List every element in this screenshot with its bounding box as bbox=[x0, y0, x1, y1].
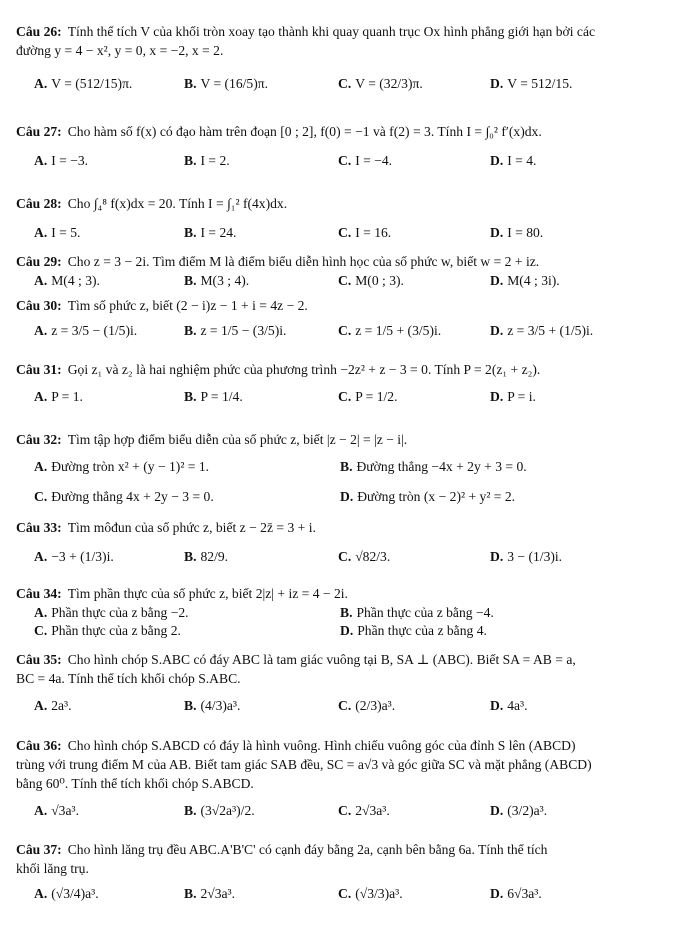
option-a[interactable]: A. 2a³. bbox=[34, 697, 72, 713]
option-a[interactable]: A. M(4 ; 3). bbox=[34, 272, 100, 288]
option-a[interactable]: A. √3a³. bbox=[34, 802, 79, 818]
question-stem: Cho hàm số f(x) có đạo hàm trên đoạn [0 ; 2], f(0) = −1 và f(2) = 3. Tính I = ∫₀² f′(x)dx. bbox=[67, 124, 542, 139]
option-c[interactable]: C. Đường thẳng 4x + 2y − 3 = 0. bbox=[34, 488, 214, 504]
question-36 bbox=[16, 738, 688, 831]
question-label: Câu 28: bbox=[16, 196, 62, 211]
question-29 bbox=[16, 254, 688, 299]
option-b[interactable]: B. (3√2a³)/2. bbox=[184, 802, 255, 818]
option-d[interactable]: D. Đường tròn (x − 2)² + y² = 2. bbox=[340, 488, 516, 504]
question-26 bbox=[16, 24, 688, 104]
question-label: Câu 37: bbox=[16, 842, 62, 857]
question-35 bbox=[16, 652, 688, 726]
question-stem: Cho hình chóp S.ABC có đáy ABC là tam giác vuông tại B, SA ⊥ (ABC). Biết SA = AB = a, bbox=[67, 652, 576, 667]
option-d[interactable]: D. I = 80. bbox=[490, 224, 544, 240]
option-c[interactable]: C. Phần thực của z bằng 2. bbox=[34, 622, 181, 638]
option-b[interactable]: B. P = 1/4. bbox=[184, 388, 243, 404]
question-label: Câu 33: bbox=[16, 520, 62, 535]
option-d[interactable]: D. Phần thực của z bằng 4. bbox=[340, 622, 487, 638]
option-b[interactable]: B. I = 2. bbox=[184, 152, 230, 168]
option-d[interactable]: D. P = i. bbox=[490, 388, 536, 404]
option-b[interactable]: B. M(3 ; 4). bbox=[184, 272, 250, 288]
question-stem-cont: đường y = 4 − x², y = 0, x = −2, x = 2. bbox=[16, 42, 224, 58]
question-label: Câu 32: bbox=[16, 432, 62, 447]
question-stem: Gọi z₁ và z₂ là hai nghiệm phức của phương trình −2z² + z − 3 = 0. Tính P = 2(z₁ + z₂). bbox=[67, 362, 541, 377]
option-d[interactable]: D. (3/2)a³. bbox=[490, 802, 548, 818]
option-c[interactable]: C. I = 16. bbox=[338, 224, 392, 240]
question-stem: Tìm tập hợp điểm biểu diễn của số phức z, biết |z − 2| = |z − i|. bbox=[67, 432, 408, 447]
option-a[interactable]: A. z = 3/5 − (1/5)i. bbox=[34, 322, 138, 338]
question-label: Câu 35: bbox=[16, 652, 62, 667]
question-30 bbox=[16, 298, 688, 351]
option-b[interactable]: B. (4/3)a³. bbox=[184, 697, 241, 713]
option-c[interactable]: C. I = −4. bbox=[338, 152, 393, 168]
option-a[interactable]: A. (√3/4)a³. bbox=[34, 885, 99, 901]
question-34 bbox=[16, 586, 688, 641]
question-label: Câu 31: bbox=[16, 362, 62, 377]
option-c[interactable]: C. (2/3)a³. bbox=[338, 697, 396, 713]
question-label: Câu 30: bbox=[16, 298, 62, 313]
option-a[interactable]: A. I = 5. bbox=[34, 224, 81, 240]
option-d[interactable]: D. V = 512/15. bbox=[490, 75, 573, 91]
question-label: Câu 26: bbox=[16, 24, 62, 39]
option-b[interactable]: B. 82/9. bbox=[184, 548, 229, 564]
option-d[interactable]: D. M(4 ; 3i). bbox=[490, 272, 560, 288]
option-c[interactable]: C. z = 1/5 + (3/5)i. bbox=[338, 322, 442, 338]
question-27 bbox=[16, 124, 688, 179]
option-b[interactable]: B. I = 24. bbox=[184, 224, 237, 240]
option-d[interactable]: D. 6√3a³. bbox=[490, 885, 542, 901]
question-stem: Cho hình lăng trụ đều ABC.A'B'C' có cạnh đáy bằng 2a, cạnh bên bằng 6a. Tính thể tích bbox=[67, 842, 548, 857]
question-stem-cont: trùng với trung điểm M của AB. Biết tam giác SAB đều, SC = a√3 và góc giữa SC và mặt phẳng (ABCD) bbox=[16, 756, 592, 772]
question-37 bbox=[16, 842, 688, 914]
question-stem: Cho z = 3 − 2i. Tìm điểm M là điểm biểu diễn hình học của số phức w, biết w = 2 + iz. bbox=[67, 254, 540, 269]
option-a[interactable]: A. V = (512/15)π. bbox=[34, 75, 133, 91]
question-stem: Tính thể tích V của khối tròn xoay tạo thành khi quay quanh trục Ox hình phẳng giới hạn bởi các bbox=[67, 24, 596, 39]
option-c[interactable]: C. V = (32/3)π. bbox=[338, 75, 423, 91]
option-a[interactable]: A. I = −3. bbox=[34, 152, 89, 168]
question-stem: Tìm phần thực của số phức z, biết 2|z| + iz = 4 − 2i. bbox=[67, 586, 348, 601]
option-d[interactable]: D. z = 3/5 + (1/5)i. bbox=[490, 322, 594, 338]
question-stem: Cho hình chóp S.ABCD có đáy là hình vuông. Hình chiếu vuông góc của đỉnh S lên (ABCD) bbox=[67, 738, 576, 753]
question-32 bbox=[16, 432, 688, 515]
question-stem: Cho ∫₄⁸ f(x)dx = 20. Tính I = ∫₁² f(4x)dx. bbox=[67, 196, 288, 211]
question-stem: Tìm số phức z, biết (2 − i)z − 1 + i = 4z − 2. bbox=[67, 298, 308, 313]
option-b[interactable]: B. z = 1/5 − (3/5)i. bbox=[184, 322, 287, 338]
question-label: Câu 36: bbox=[16, 738, 62, 753]
question-label: Câu 29: bbox=[16, 254, 62, 269]
option-d[interactable]: D. 4a³. bbox=[490, 697, 528, 713]
question-stem-cont: BC = 4a. Tính thể tích khối chóp S.ABC. bbox=[16, 670, 241, 686]
option-b[interactable]: B. Đường thẳng −4x + 2y + 3 = 0. bbox=[340, 458, 527, 474]
question-stem-cont: bằng 60⁰. Tính thể tích khối chóp S.ABCD. bbox=[16, 775, 254, 791]
question-stem: Tìm môđun của số phức z, biết z − 2z̄ = 3 + i. bbox=[67, 520, 316, 535]
question-label: Câu 27: bbox=[16, 124, 62, 139]
option-a[interactable]: A. P = 1. bbox=[34, 388, 83, 404]
option-a[interactable]: A. Đường tròn x² + (y − 1)² = 1. bbox=[34, 458, 210, 474]
option-b[interactable]: B. Phần thực của z bằng −4. bbox=[340, 604, 494, 620]
question-28 bbox=[16, 196, 688, 251]
option-c[interactable]: C. (√3/3)a³. bbox=[338, 885, 403, 901]
option-c[interactable]: C. 2√3a³. bbox=[338, 802, 390, 818]
option-d[interactable]: D. I = 4. bbox=[490, 152, 537, 168]
question-31 bbox=[16, 362, 688, 417]
option-c[interactable]: C. P = 1/2. bbox=[338, 388, 398, 404]
option-c[interactable]: C. √82/3. bbox=[338, 548, 391, 564]
option-a[interactable]: A. −3 + (1/3)i. bbox=[34, 548, 114, 564]
option-a[interactable]: A. Phần thực của z bằng −2. bbox=[34, 604, 189, 620]
question-label: Câu 34: bbox=[16, 586, 62, 601]
option-b[interactable]: B. V = (16/5)π. bbox=[184, 75, 268, 91]
option-d[interactable]: D. 3 − (1/3)i. bbox=[490, 548, 563, 564]
question-stem-cont: khối lăng trụ. bbox=[16, 860, 89, 876]
option-b[interactable]: B. 2√3a³. bbox=[184, 885, 236, 901]
option-c[interactable]: C. M(0 ; 3). bbox=[338, 272, 404, 288]
question-33 bbox=[16, 520, 688, 577]
